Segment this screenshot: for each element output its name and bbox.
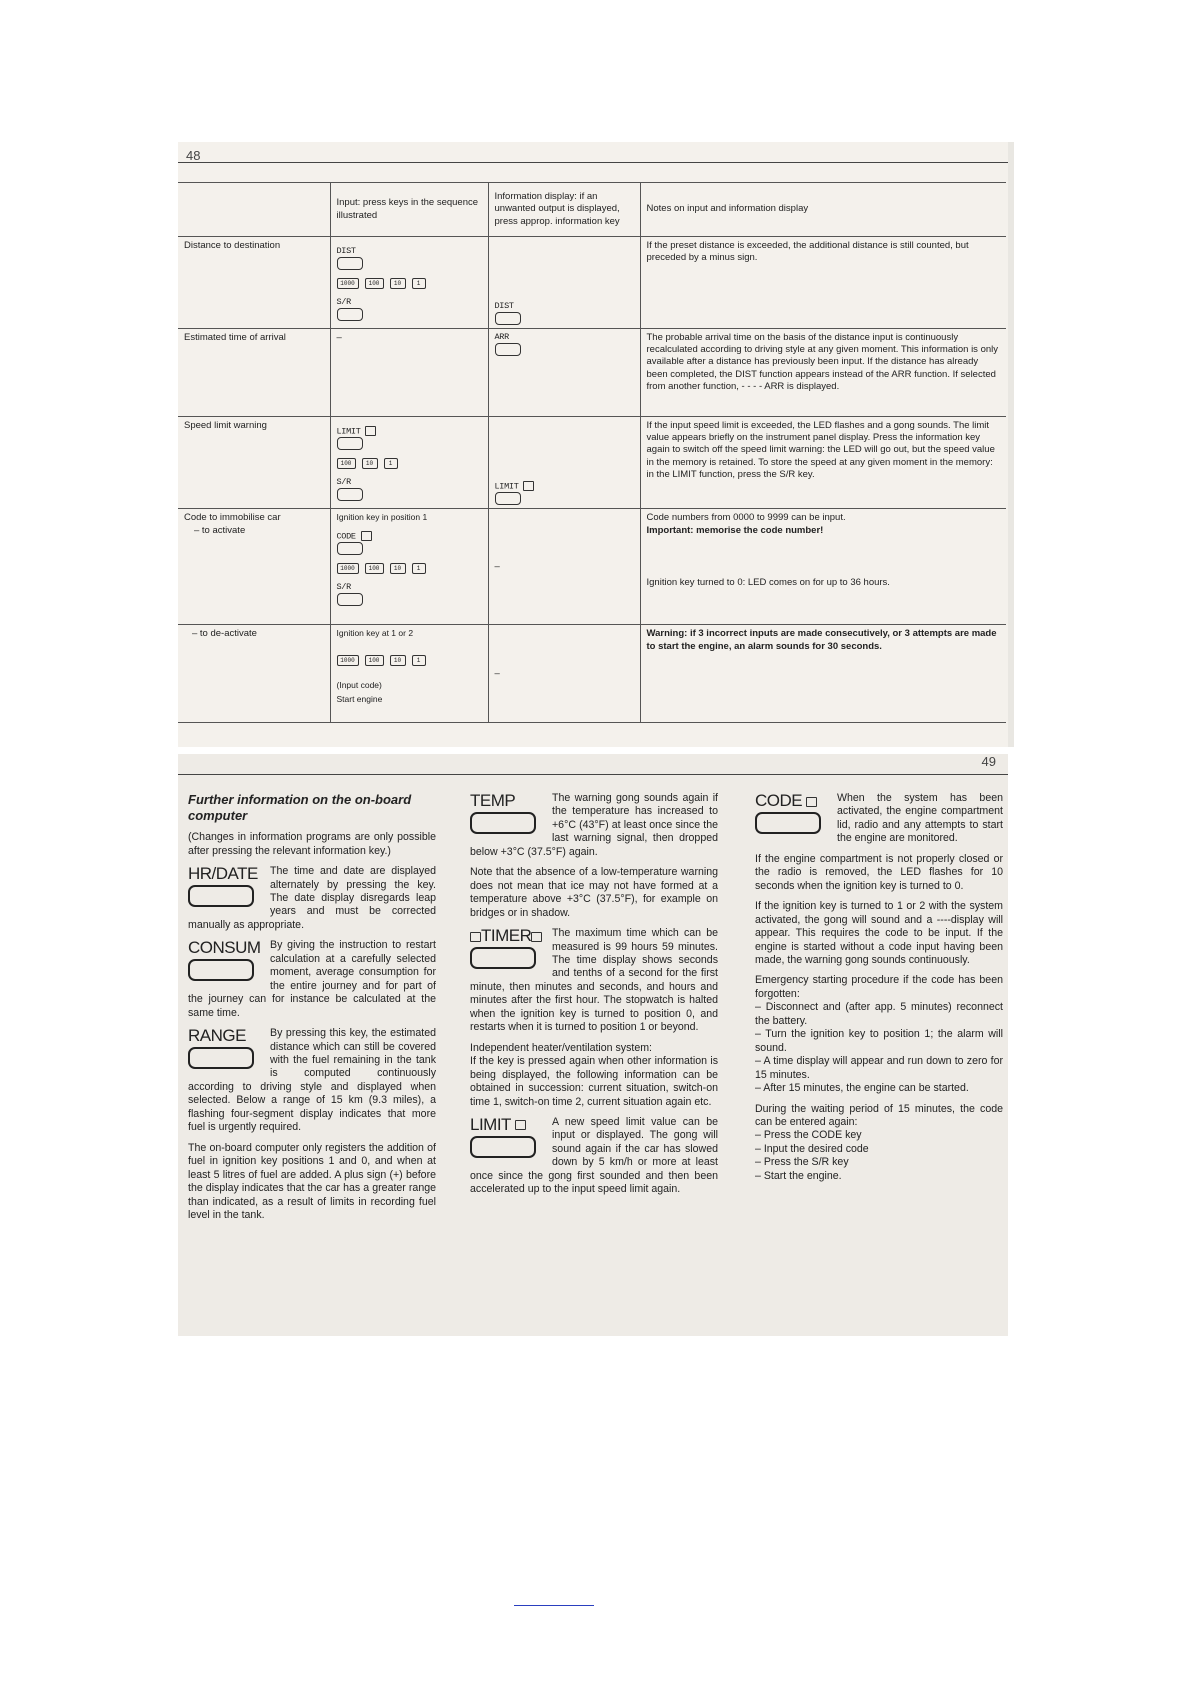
key-100[interactable]: 100 [365, 278, 384, 289]
display-key [488, 417, 640, 509]
key-1000[interactable]: 1000 [337, 563, 359, 574]
timer-key-icon [470, 947, 536, 969]
row-label: – to de-activate [178, 625, 330, 723]
sr-key-icon[interactable] [337, 488, 363, 501]
activate-label: – to activate [194, 524, 246, 536]
led-icon [470, 932, 481, 942]
timer-key-label: TIMER [481, 926, 532, 946]
list-item: – Disconnect and (after app. 5 minutes) reconnect the battery. [755, 1001, 1003, 1027]
timer-text-2: Independent heater/ventilation system: [470, 1041, 652, 1054]
code-key-label: CODE [755, 791, 803, 810]
table-row [178, 625, 1006, 723]
sr-key-label: S/R [336, 297, 351, 308]
hrdate-text: The time and date are displayed alternately by pressing the key. The date display disregards leap years and must be corrected manually as appropriate. [188, 865, 436, 931]
arr-display-label: ARR [494, 332, 509, 343]
row-label: Speed limit warning [178, 417, 330, 509]
range-text: By pressing this key, the estimated distance which can still be covered with the fuel remaining in the tank is computed continuously according to driving style and displayed when selected. Below a range of 15 km (9.3 miles), a flashing four-segment display indicates that more fuel is urgently required. [188, 1027, 436, 1134]
led-icon [531, 932, 542, 942]
key-1[interactable]: 1 [412, 563, 426, 574]
limit-key-icon [470, 1136, 536, 1158]
list-item: – Press the CODE key [755, 1129, 862, 1142]
table-row [178, 417, 1006, 509]
range-key-icon [188, 1047, 254, 1069]
input-code-note: (Input code) [336, 679, 382, 690]
page-number: 49 [981, 754, 996, 769]
input-keys [330, 625, 488, 723]
input-keys [330, 417, 488, 509]
key-100[interactable]: 100 [337, 458, 356, 469]
consum-key-label: CONSUM [188, 938, 261, 958]
emergency-steps [755, 1001, 1003, 1095]
notes-1: Code numbers from 0000 to 9999 can be input. [646, 512, 846, 524]
limit-key-label: LIMIT [470, 1114, 511, 1134]
page-48 [178, 142, 1014, 747]
code-text-4: Emergency starting procedure if the code has been forgotten: [755, 974, 1003, 1000]
sr-key-label: S/R [336, 581, 351, 592]
dist-key-label: DIST [336, 246, 356, 256]
temp-text: The warning gong sounds again if the temperature has increased to +6°C (43°F) at least once since the last warning signal, then dropped below +3°C (37.5°F) again. [470, 792, 718, 858]
hrdate-key-label: HR/DATE [188, 864, 258, 884]
rule [178, 774, 1008, 775]
row-label [178, 509, 330, 625]
code-text-5: During the waiting period of 15 minutes, the code can be entered again: [755, 1102, 1003, 1128]
page-49 [178, 754, 1008, 1336]
limit-key-label: LIMIT [336, 426, 361, 437]
limit-key-icon[interactable] [337, 437, 363, 450]
range-key-label: RANGE [188, 1026, 246, 1046]
key-10[interactable]: 10 [390, 563, 406, 574]
limit-key[interactable] [470, 1116, 544, 1158]
range-text-2: The on-board computer only registers the addition of fuel in ignition key positions 1 and 0, and when at least 5 litres of fuel are added. A plus sign (+) before the display indicates that the car has a greater range than indicated, as a result of limits in recording fuel level in the tank. [188, 1141, 436, 1221]
timer-text: The maximum time which can be measured is 99 hours 59 minutes. The time display shows seconds and tenths of a second for the first minute, then minutes and seconds, and hours and minutes after the first hour. The stopwatch is halted when the ignition key is turned to position 0, and restarts when it is turned to position 1 or beyond. [470, 927, 718, 1034]
sr-key-icon[interactable] [337, 593, 363, 606]
notes-2: Important: memorise the code number! [646, 524, 824, 536]
led-icon [806, 797, 817, 807]
reentry-steps [755, 1129, 1003, 1183]
timer-text-3: If the key is pressed again when other information is being displayed, the following information can be obtained in succession: current situation, switch-on time 1, switch-on time 2, current situation again etc. [470, 1055, 718, 1108]
notes [640, 509, 1006, 625]
code-key-icon [755, 812, 821, 834]
limit-display-icon[interactable] [495, 492, 521, 505]
temp-text-2: Note that the absence of a low-temperature warning does not mean that ice may not have formed at a temperature above +3°C (37.5°F), for example on bridges or in shadow. [470, 866, 718, 919]
column-1 [188, 792, 436, 1229]
key-1000[interactable]: 1000 [337, 278, 359, 289]
limit-text: A new speed limit value can be input or displayed. The gong will sound again if the car has slowed down by 5 km/h or more at least once since the gong first sounded and then been accelerated up to the input speed limit again. [470, 1115, 718, 1196]
temp-key-icon [470, 812, 536, 834]
list-item: – Start the engine. [755, 1169, 842, 1182]
start-engine-note: Start engine [336, 694, 383, 705]
code-text-3: If the ignition key is turned to 1 or 2 with the system activated, the gong will sound and a ----display will appear. This requires the code to be input. If the engine is started without a code input having been made, the warning gong sounds continuously. [755, 900, 1003, 966]
display-key [488, 329, 640, 417]
dist-display-label: DIST [494, 301, 514, 312]
hrdate-key[interactable] [188, 865, 262, 907]
input-keys [330, 509, 488, 625]
rule [178, 162, 1008, 163]
row-label: Estimated time of arrival [178, 329, 330, 417]
section-title: Further information on the on-board computer [188, 792, 412, 823]
header-input: Input: press keys in the sequence illustrated [330, 183, 488, 237]
table-row [178, 509, 1006, 625]
column-3 [755, 792, 1003, 1190]
row-label: Distance to destination [178, 237, 330, 329]
limit-display-label: LIMIT [494, 481, 519, 492]
list-item: – Turn the ignition key to position 1; the alarm will sound. [755, 1028, 1003, 1054]
input-keys: – [330, 329, 488, 417]
notes-3: Ignition key turned to 0: LED comes on for up to 36 hours. [646, 576, 890, 588]
key-1000[interactable]: 1000 [337, 655, 359, 666]
key-10[interactable]: 10 [362, 458, 378, 469]
key-1[interactable]: 1 [412, 655, 426, 666]
sr-key-label: S/R [336, 477, 351, 488]
list-item: – A time display will appear and run down to zero for 15 minutes. [755, 1055, 1003, 1081]
key-1[interactable]: 1 [384, 458, 398, 469]
table-row [178, 329, 1006, 417]
header-empty [178, 183, 330, 237]
temp-key-label: TEMP [470, 791, 516, 810]
code-label: Code to immobilise car [184, 512, 281, 524]
code-text: When the system has been activated, the engine compartment lid, radio and any attempts to start the engine are monitored. [837, 792, 1003, 845]
list-item: – After 15 minutes, the engine can be started. [755, 1082, 969, 1095]
notes: If the preset distance is exceeded, the additional distance is still counted, but preceded by a minus sign. [640, 237, 1006, 329]
display-key: – [488, 509, 640, 625]
warning-notes: Warning: if 3 incorrect inputs are made consecutively, or 3 attempts are made to start the engine, an alarm sounds for 30 seconds. [640, 625, 1006, 723]
dist-display-icon[interactable] [495, 312, 521, 325]
key-10[interactable]: 10 [390, 655, 406, 666]
key-100[interactable]: 100 [365, 563, 384, 574]
notes: The probable arrival time on the basis of the distance input is continuously recalculated according to driving style at any given moment. This information is only available after a distance has previously been input. If the distance has already been completed, the DIST function appears instead of the ARR function. If selected from another function, - - - - ARR is displayed. [640, 329, 1006, 417]
consum-key[interactable] [188, 939, 262, 981]
key-10[interactable]: 10 [390, 278, 406, 289]
notes: If the input speed limit is exceeded, the LED flashes and a gong sounds. The limit value appears briefly on the instrument panel display. Press the information key again to switch off the speed limit warning: the LED will go out, but the speed value in the memory is retained. To store the speed at any given moment in the memory: in the LIMIT function, press the S/R key. [640, 417, 1006, 509]
display-key: – [488, 625, 640, 723]
code-text-2: If the engine compartment is not properly closed or the radio is removed, the LED flashes for 10 seconds when the ignition key is turned to 0. [755, 852, 1003, 892]
code-key[interactable] [755, 792, 829, 834]
key-1[interactable]: 1 [412, 278, 426, 289]
ignition-note: Ignition key at 1 or 2 [336, 628, 414, 639]
led-icon [515, 1120, 526, 1130]
sr-key-icon[interactable] [337, 308, 363, 321]
intro-text: (Changes in information programs are only possible after pressing the relevant information key.) [188, 831, 436, 857]
consum-key-icon [188, 959, 254, 981]
key-100[interactable]: 100 [365, 655, 384, 666]
led-icon [523, 481, 534, 491]
code-key-icon[interactable] [337, 542, 363, 555]
display-key [488, 237, 640, 329]
header-notes: Notes on input and information display [640, 183, 1006, 237]
input-keys [330, 237, 488, 329]
list-item: – Press the S/R key [755, 1156, 849, 1169]
link-underline[interactable] [514, 1605, 594, 1606]
timer-key[interactable] [470, 927, 544, 969]
led-icon [365, 426, 376, 436]
hrdate-key-icon [188, 885, 254, 907]
computer-functions-table [178, 182, 1006, 723]
consum-text: By giving the instruction to restart calculation at a carefully selected moment, average consumption for the entire journey and for part of the journey can for instance be calculated at the same time. [188, 939, 436, 1019]
list-item: – Input the desired code [755, 1142, 869, 1155]
column-2 [470, 792, 718, 1204]
led-icon [361, 531, 372, 541]
page-number: 48 [186, 148, 201, 163]
dist-key-icon[interactable] [337, 257, 363, 270]
arr-display-icon[interactable] [495, 343, 521, 356]
range-key[interactable] [188, 1027, 262, 1069]
table-row [178, 237, 1006, 329]
code-key-label: CODE [336, 530, 356, 541]
ignition-note: Ignition key in position 1 [336, 512, 428, 523]
temp-key[interactable] [470, 792, 544, 834]
header-display: Information display: if an unwanted output is displayed, press approp. information key [488, 183, 640, 237]
